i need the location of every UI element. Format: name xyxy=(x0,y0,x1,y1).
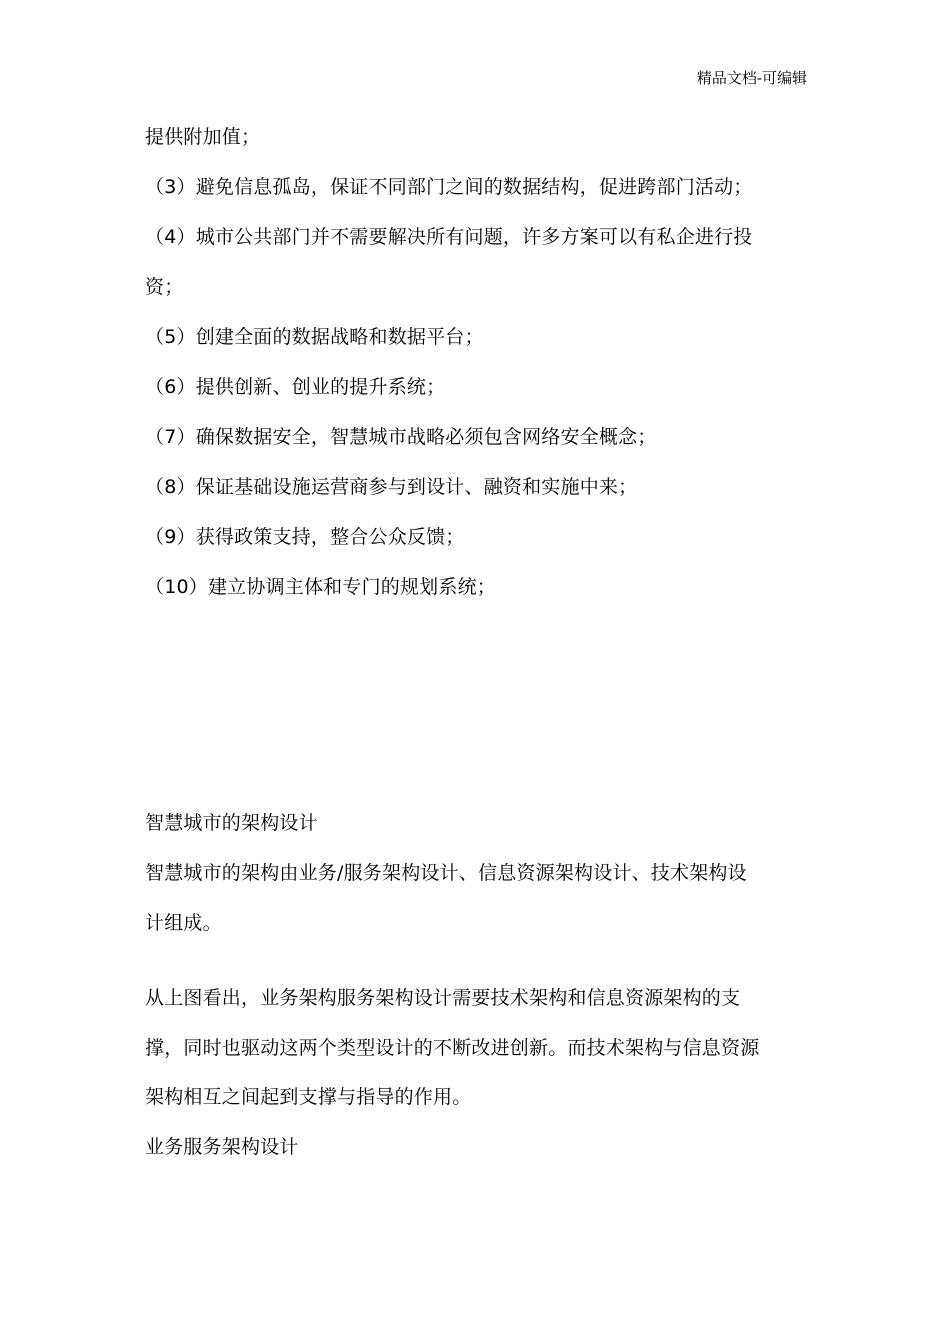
list-item-4: （4）城市公共部门并不需要解决所有问题，许多方案可以有私企进行投 xyxy=(145,226,753,248)
list-item-8: （8）保证基础设施运营商参与到设计、融资和实施中来； xyxy=(145,476,638,498)
paragraph-line: 从上图看出，业务架构服务架构设计需要技术架构和信息资源架构的支 xyxy=(145,987,741,1009)
paragraph-line: 智慧城市的架构由业务/服务架构设计、信息资源架构设计、技术架构设 xyxy=(145,862,747,884)
paragraph-line: 架构相互之间起到支撑与指导的作用。 xyxy=(145,1086,472,1108)
list-item-3: （3）避免信息孤岛，保证不同部门之间的数据结构，促进跨部门活动； xyxy=(145,176,753,198)
paragraph-line: 计组成。 xyxy=(145,912,222,934)
list-item-5: （5）创建全面的数据战略和数据平台； xyxy=(145,326,484,348)
page-header: 精品文档-可编辑 xyxy=(696,69,807,87)
list-item-10: （10）建立协调主体和专门的规划系统； xyxy=(145,576,496,598)
section-heading-architecture: 智慧城市的架构设计 xyxy=(145,812,318,834)
paragraph-line: 提供附加值； xyxy=(145,126,261,148)
list-item-6: （6）提供创新、创业的提升系统； xyxy=(145,376,446,398)
section-heading-business: 业务服务架构设计 xyxy=(145,1136,299,1158)
paragraph-line: 撑，同时也驱动这两个类型设计的不断改进创新。而技术架构与信息资源 xyxy=(145,1037,760,1059)
list-item-7: （7）确保数据安全，智慧城市战略必须包含网络安全概念； xyxy=(145,426,657,448)
list-item-9: （9）获得政策支持，整合公众反馈； xyxy=(145,526,465,548)
list-item-4-continued: 资； xyxy=(145,276,184,298)
